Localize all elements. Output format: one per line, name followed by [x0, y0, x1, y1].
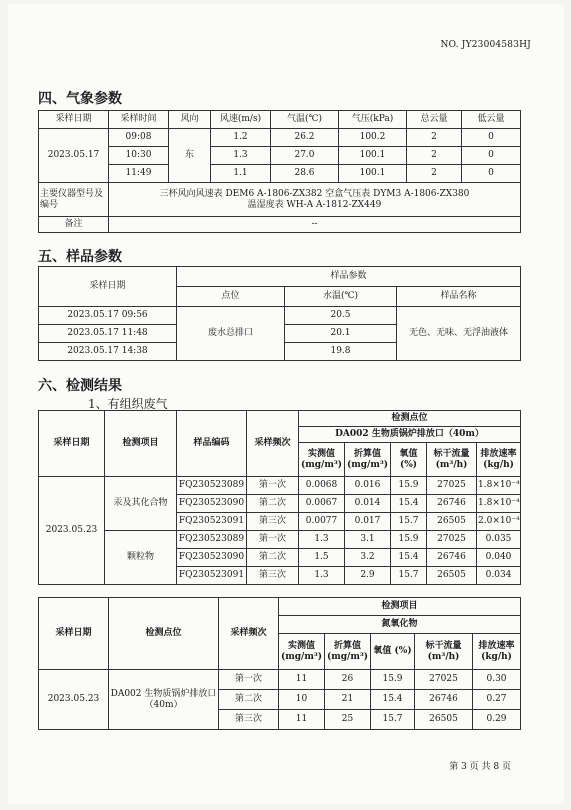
remark-row — [39, 217, 521, 233]
header-test-item: 检测项目 — [105, 411, 177, 477]
rate-value: 1.8×10⁻⁴ — [477, 495, 521, 513]
header-flow: 标干流量 (m³/h) — [415, 634, 473, 670]
results-date: 2023.05.23 — [39, 477, 105, 585]
weather-pressure: 100.1 — [339, 147, 407, 165]
nox-header-row — [39, 598, 521, 616]
flow-value: 26505 — [427, 513, 477, 531]
header-point: 点位 — [177, 287, 285, 307]
table-row — [39, 147, 521, 165]
header-sample-time: 采样时间 — [109, 111, 169, 129]
oxygen-value: 15.9 — [391, 531, 427, 549]
remark-value: -- — [109, 217, 521, 233]
weather-temp: 26.2 — [271, 129, 339, 147]
table-row — [39, 477, 521, 495]
converted-value: 2.9 — [345, 567, 391, 585]
converted-value: 26 — [325, 670, 371, 690]
weather-table — [38, 110, 521, 233]
weather-temp: 27.0 — [271, 147, 339, 165]
flow-value: 26505 — [415, 710, 473, 730]
sample-point: 废水总排口 — [177, 307, 285, 361]
sample-code: FQ230523090 — [177, 549, 247, 567]
oxygen-value: 15.7 — [391, 513, 427, 531]
converted-value: 3.1 — [345, 531, 391, 549]
header-item-name: 氮氧化物 — [279, 616, 521, 634]
page-footer: 第 3 页 共 8 页 — [449, 762, 511, 772]
rate-value: 0.034 — [477, 567, 521, 585]
oxygen-value: 15.7 — [391, 567, 427, 585]
weather-pressure: 100.2 — [339, 129, 407, 147]
header-rate: 排放速率(kg/h) — [477, 443, 521, 477]
converted-value: 25 — [325, 710, 371, 730]
weather-total-cloud: 2 — [407, 147, 462, 165]
rate-value: 0.035 — [477, 531, 521, 549]
instrument-line-1: 三杯风向风速表 DEM6 A-1806-ZX382 空盒气压表 DYM3 A-1806-ZX380 — [159, 188, 470, 199]
weather-time: 09:08 — [109, 129, 169, 147]
header-test-point: 检测点位 — [299, 411, 521, 427]
rate-value: 0.30 — [473, 670, 521, 690]
section-weather-title: 四、气象参数 — [38, 91, 122, 107]
header-sample-date: 采样日期 — [39, 411, 105, 477]
flow-value: 26746 — [427, 549, 477, 567]
sample-date: 2023.05.17 14:38 — [39, 343, 177, 361]
weather-total-cloud: 2 — [407, 165, 462, 183]
table-row — [39, 531, 521, 549]
header-sample-code: 样品编码 — [177, 411, 247, 477]
measured-value: 1.3 — [299, 531, 345, 549]
header-low-cloud: 低云量 — [462, 111, 521, 129]
sample-frequency: 第一次 — [247, 531, 299, 549]
weather-temp: 28.6 — [271, 165, 339, 183]
sample-water-temp: 20.1 — [285, 325, 397, 343]
sample-date: 2023.05.17 11:48 — [39, 325, 177, 343]
weather-header-row — [39, 111, 521, 129]
instrument-value — [109, 183, 521, 217]
oxygen-value: 15.9 — [371, 670, 415, 690]
header-sample-params: 样品参数 — [177, 267, 521, 287]
header-converted: 折算值 (mg/m³) — [325, 634, 371, 670]
rate-value: 0.040 — [477, 549, 521, 567]
results-header-row — [39, 411, 521, 427]
weather-speed: 1.2 — [211, 129, 271, 147]
weather-time: 10:30 — [109, 147, 169, 165]
oxygen-value: 15.4 — [391, 549, 427, 567]
sample-params-table — [38, 266, 521, 361]
measured-value: 0.0077 — [299, 513, 345, 531]
rate-value: 1.8×10⁻⁴ — [477, 477, 521, 495]
nox-date: 2023.05.23 — [39, 670, 109, 730]
flow-value: 26746 — [427, 495, 477, 513]
flow-value: 27025 — [427, 477, 477, 495]
measured-value: 11 — [279, 710, 325, 730]
section-results-title: 六、检测结果 — [38, 378, 122, 394]
header-sample-name: 样品名称 — [397, 287, 521, 307]
document-number: NO. JY23004583HJ — [440, 40, 531, 50]
weather-time: 11:49 — [109, 165, 169, 183]
header-oxygen: 氧值 (%) — [391, 443, 427, 477]
sample-code: FQ230523091 — [177, 513, 247, 531]
header-point-name: DA002 生物质锅炉排放口（40m） — [299, 427, 521, 443]
header-water-temp: 水温(℃) — [285, 287, 397, 307]
instrument-label: 主要仪器型号及编号 — [39, 183, 109, 217]
sample-code: FQ230523089 — [177, 531, 247, 549]
sample-date: 2023.05.17 09:56 — [39, 307, 177, 325]
sample-water-temp: 20.5 — [285, 307, 397, 325]
instrument-line-2: 温湿度表 WH-A A-1812-ZX449 — [247, 199, 382, 210]
header-converted: 折算值 (mg/m³) — [345, 443, 391, 477]
weather-low-cloud: 0 — [462, 147, 521, 165]
table-row — [39, 307, 521, 325]
header-flow: 标干流量(m³/h) — [427, 443, 477, 477]
weather-low-cloud: 0 — [462, 165, 521, 183]
rate-value: 0.27 — [473, 690, 521, 710]
rate-value: 2.0×10⁻⁴ — [477, 513, 521, 531]
sample-code: FQ230523089 — [177, 477, 247, 495]
sample-frequency: 第二次 — [247, 549, 299, 567]
results-table-mercury-particulate — [38, 410, 521, 585]
weather-date: 2023.05.17 — [39, 129, 109, 183]
sample-frequency: 第三次 — [219, 710, 279, 730]
measured-value: 0.0067 — [299, 495, 345, 513]
header-sample-frequency: 采样频次 — [219, 598, 279, 670]
flow-value: 26746 — [415, 690, 473, 710]
oxygen-value: 15.4 — [391, 495, 427, 513]
oxygen-value: 15.7 — [371, 710, 415, 730]
nox-point: DA002 生物质锅炉排放口（40m） — [109, 670, 219, 730]
results-subtitle: 1、有组织废气 — [88, 397, 168, 411]
sample-frequency: 第二次 — [219, 690, 279, 710]
header-rate: 排放速率 (kg/h) — [473, 634, 521, 670]
sample-code: FQ230523091 — [177, 567, 247, 585]
converted-value: 0.016 — [345, 477, 391, 495]
header-test-point: 检测点位 — [109, 598, 219, 670]
flow-value: 27025 — [415, 670, 473, 690]
sample-frequency: 第三次 — [247, 513, 299, 531]
measured-value: 0.0068 — [299, 477, 345, 495]
sample-frequency: 第三次 — [247, 567, 299, 585]
header-air-temp: 气温(℃) — [271, 111, 339, 129]
header-wind-speed: 风速(m/s) — [211, 111, 271, 129]
sample-water-temp: 19.8 — [285, 343, 397, 361]
instrument-row — [39, 183, 521, 217]
section-sample-title: 五、样品参数 — [38, 249, 122, 265]
measured-value: 1.3 — [299, 567, 345, 585]
sample-frequency: 第一次 — [219, 670, 279, 690]
header-pressure: 气压(kPa) — [339, 111, 407, 129]
measured-value: 1.5 — [299, 549, 345, 567]
weather-wind-direction: 东 — [169, 129, 211, 183]
sample-code: FQ230523090 — [177, 495, 247, 513]
header-wind-direction: 风向 — [169, 111, 211, 129]
header-sample-date: 采样日期 — [39, 111, 109, 129]
header-measured: 实测值 (mg/m³) — [299, 443, 345, 477]
table-row — [39, 129, 521, 147]
converted-value: 21 — [325, 690, 371, 710]
oxygen-value: 15.9 — [391, 477, 427, 495]
converted-value: 0.014 — [345, 495, 391, 513]
rate-value: 0.29 — [473, 710, 521, 730]
weather-low-cloud: 0 — [462, 129, 521, 147]
measured-value: 10 — [279, 690, 325, 710]
flow-value: 26505 — [427, 567, 477, 585]
table-row — [39, 165, 521, 183]
weather-total-cloud: 2 — [407, 129, 462, 147]
flow-value: 27025 — [427, 531, 477, 549]
sample-frequency: 第一次 — [247, 477, 299, 495]
measured-value: 11 — [279, 670, 325, 690]
sample-name: 无色、无味、无浮油液体 — [397, 307, 521, 361]
results-table-nox — [38, 597, 521, 730]
converted-value: 3.2 — [345, 549, 391, 567]
header-sample-date: 采样日期 — [39, 598, 109, 670]
results-item: 汞及其化合物 — [105, 477, 177, 531]
weather-speed: 1.3 — [211, 147, 271, 165]
sample-frequency: 第二次 — [247, 495, 299, 513]
header-measured: 实测值 (mg/m³) — [279, 634, 325, 670]
results-item: 颗粒物 — [105, 531, 177, 585]
header-oxygen: 氧值 (%) — [371, 634, 415, 670]
weather-pressure: 100.1 — [339, 165, 407, 183]
sample-header-row — [39, 267, 521, 287]
table-row — [39, 670, 521, 690]
header-sample-frequency: 采样频次 — [247, 411, 299, 477]
weather-speed: 1.1 — [211, 165, 271, 183]
header-total-cloud: 总云量 — [407, 111, 462, 129]
header-test-item: 检测项目 — [279, 598, 521, 616]
converted-value: 0.017 — [345, 513, 391, 531]
remark-label: 备注 — [39, 217, 109, 233]
oxygen-value: 15.4 — [371, 690, 415, 710]
header-sample-date: 采样日期 — [39, 267, 177, 307]
